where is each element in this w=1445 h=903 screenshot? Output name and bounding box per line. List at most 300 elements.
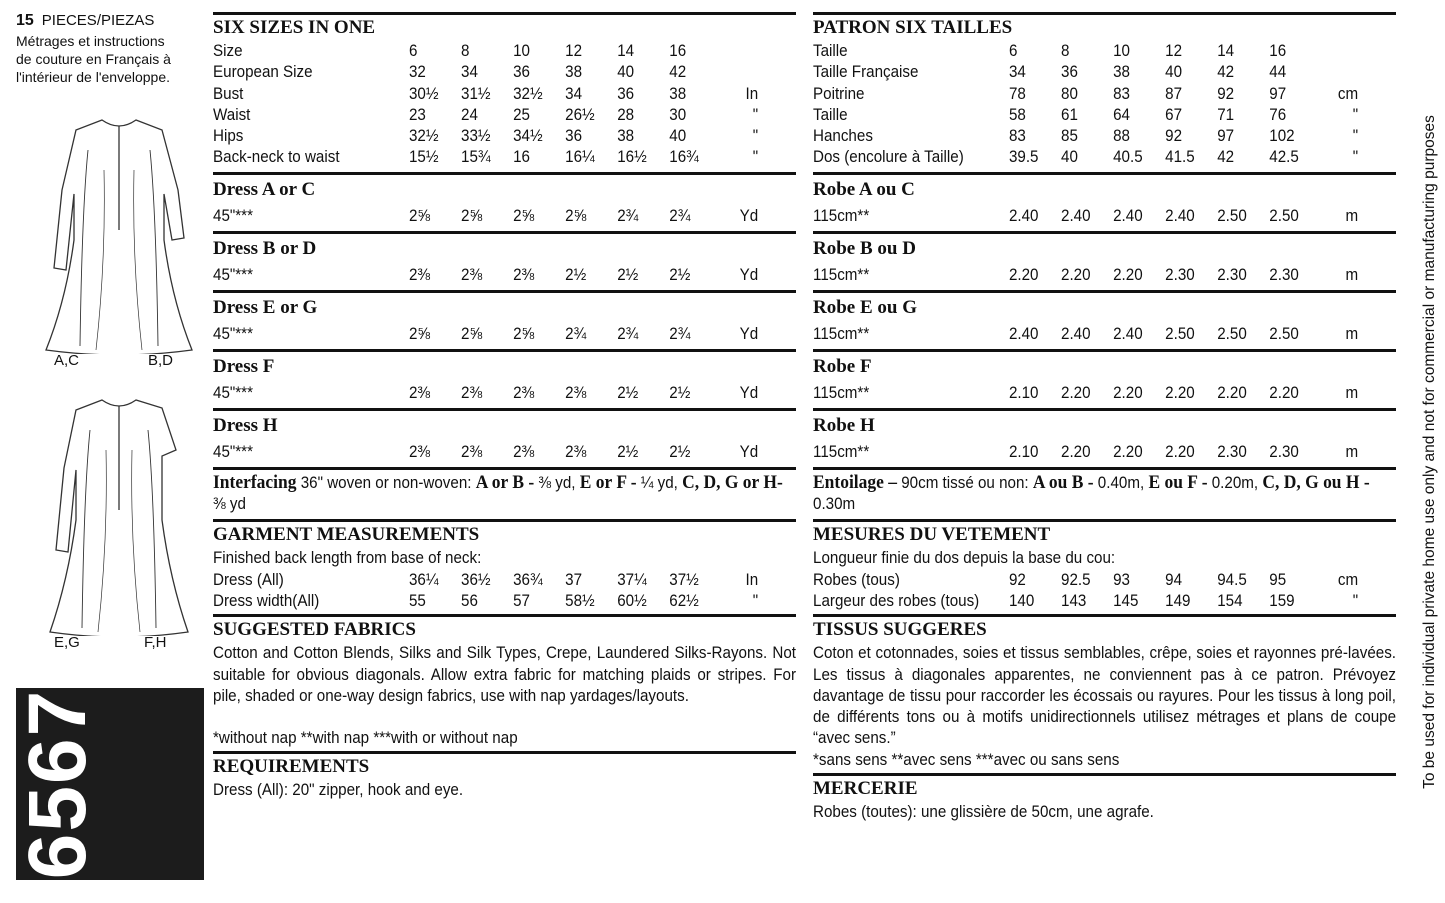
fabrics-heading: TISSUS SUGGERES bbox=[813, 619, 987, 641]
text: 0.40m, bbox=[1093, 473, 1149, 492]
row-label: Poitrine bbox=[813, 84, 865, 103]
unit bbox=[721, 41, 758, 62]
unit: m bbox=[1345, 324, 1359, 343]
size-value: 40 bbox=[1165, 63, 1183, 82]
size-value: 149 bbox=[1165, 591, 1191, 610]
requirements-heading: REQUIREMENTS bbox=[213, 756, 370, 778]
yardage-value: 2½ bbox=[669, 442, 691, 461]
yardage-row bbox=[813, 321, 1396, 349]
view-group: A ou B - bbox=[1032, 471, 1094, 493]
unit: Yd bbox=[739, 442, 759, 461]
unit: " bbox=[752, 148, 759, 167]
yardage-value: 2⅝ bbox=[461, 324, 483, 343]
size-value: 30 bbox=[669, 105, 687, 124]
yardage-value: 2.40 bbox=[1113, 206, 1143, 225]
size-value: 37¼ bbox=[617, 570, 647, 589]
nap-note: *sans sens **avec sens ***avec ou sans sens bbox=[813, 750, 1120, 769]
pattern-number: 6567 bbox=[12, 688, 103, 880]
size-value: 34 bbox=[461, 63, 478, 82]
size-value: 80 bbox=[1061, 84, 1078, 103]
yardage-value: 2.20 bbox=[1165, 442, 1195, 461]
size-value: 36 bbox=[565, 127, 583, 146]
interfacing-label: Interfacing bbox=[213, 471, 297, 493]
yardage-row bbox=[813, 439, 1396, 467]
row-label: Dress width(All) bbox=[213, 591, 320, 610]
yardage-value: 2.40 bbox=[1061, 324, 1091, 343]
yardage-value: 2.20 bbox=[1113, 383, 1143, 402]
yardage-value: 2.20 bbox=[1113, 442, 1143, 461]
size-value: 8 bbox=[461, 42, 470, 60]
divider bbox=[813, 172, 1396, 175]
yardage-value: 2.20 bbox=[1061, 442, 1091, 461]
size-value: 97 bbox=[1269, 84, 1287, 103]
size-value: 92.5 bbox=[1061, 570, 1091, 589]
text: 36" woven or non-woven: bbox=[296, 473, 476, 492]
row-label: Back-neck to waist bbox=[213, 148, 340, 167]
yardage-value: 2⅜ bbox=[408, 442, 431, 461]
french-instructions-note bbox=[16, 32, 206, 86]
note-line: l'intérieur de l'enveloppe. bbox=[16, 69, 170, 85]
yardage-row bbox=[813, 380, 1396, 408]
yardage-row bbox=[213, 380, 796, 408]
fabrics-heading: SUGGESTED FABRICS bbox=[213, 619, 416, 641]
yardage-value: 2.50 bbox=[1269, 324, 1299, 343]
size-value: 37½ bbox=[669, 570, 699, 589]
size-value: 24 bbox=[461, 105, 478, 124]
sidebar bbox=[12, 12, 206, 892]
unit: " bbox=[752, 105, 759, 124]
size-value: 16½ bbox=[617, 148, 647, 167]
yardage-value: 2⅜ bbox=[461, 442, 483, 461]
size-value: 38 bbox=[565, 63, 583, 82]
size-value: 40.5 bbox=[1113, 148, 1143, 167]
piece-count: 15 bbox=[16, 12, 34, 29]
fabric-width: 45"*** bbox=[213, 265, 254, 284]
unit: cm bbox=[1337, 570, 1359, 589]
size-value: 32 bbox=[408, 63, 426, 82]
size-value: 32½ bbox=[513, 84, 543, 103]
yardage-value: 2⅝ bbox=[461, 206, 483, 225]
yardage-value: 2¾ bbox=[669, 206, 691, 225]
size-value: 94 bbox=[1165, 570, 1183, 589]
view-heading: Dress H bbox=[213, 414, 278, 436]
requirements-text: Robes (toutes): une glissière de 50cm, une agrafe. bbox=[813, 803, 1154, 822]
yardage-value: 2⅜ bbox=[461, 265, 483, 284]
unit: m bbox=[1345, 442, 1359, 461]
size-value: 6 bbox=[408, 42, 418, 60]
table-row bbox=[213, 147, 796, 168]
yardage-value: 2⅝ bbox=[513, 206, 535, 225]
size-value: 67 bbox=[1165, 105, 1183, 124]
view-heading: Robe A ou C bbox=[813, 178, 915, 200]
unit: " bbox=[752, 591, 759, 610]
garment-intro: Longueur finie du dos depuis la base du cou: bbox=[813, 549, 1116, 568]
yardage-sections bbox=[213, 172, 796, 467]
size-value: 36 bbox=[1061, 63, 1078, 82]
divider bbox=[213, 349, 796, 352]
requirements-heading: MERCERIE bbox=[813, 778, 918, 800]
size-value: 145 bbox=[1113, 591, 1139, 610]
text: 90cm tissé ou non: bbox=[897, 473, 1033, 492]
size-value: 143 bbox=[1061, 591, 1087, 610]
garment-heading: GARMENT MEASUREMENTS bbox=[213, 524, 480, 546]
size-value: 41.5 bbox=[1165, 148, 1195, 167]
size-value: 76 bbox=[1269, 105, 1287, 124]
size-value: 25 bbox=[513, 105, 530, 124]
yardage-value: 2.20 bbox=[1113, 265, 1143, 284]
table-row bbox=[813, 147, 1396, 168]
size-value: 42 bbox=[1217, 148, 1235, 167]
interfacing-label: Entoilage – bbox=[813, 471, 898, 493]
size-value: 92 bbox=[1217, 84, 1235, 103]
sizes-heading: PATRON SIX TAILLES bbox=[813, 17, 1013, 38]
size-value: 140 bbox=[1008, 591, 1035, 610]
view-group: C, D, G ou H - bbox=[1262, 471, 1370, 493]
yardage-value: 2⅜ bbox=[408, 383, 431, 402]
row-label: Dress (All) bbox=[213, 570, 284, 589]
size-value: 60½ bbox=[617, 591, 647, 610]
yardage-value: 2¾ bbox=[617, 206, 639, 225]
fabric-width: 115cm** bbox=[813, 383, 870, 402]
divider bbox=[813, 349, 1396, 352]
table-row bbox=[813, 105, 1396, 126]
table-row bbox=[213, 84, 796, 105]
yardage-value: 2⅜ bbox=[408, 265, 431, 284]
yardage-value: 2⅜ bbox=[565, 383, 587, 402]
french-column bbox=[813, 12, 1396, 823]
yardage-row bbox=[213, 439, 796, 467]
dress-sketch-bottom bbox=[44, 390, 194, 636]
size-value: 31½ bbox=[461, 84, 491, 103]
size-value: 87 bbox=[1165, 84, 1183, 103]
size-value: 38 bbox=[617, 127, 635, 146]
yardage-value: 2.10 bbox=[1008, 442, 1039, 461]
unit: " bbox=[1352, 127, 1359, 146]
size-value: 8 bbox=[1061, 42, 1070, 60]
view-label-ac: A,C bbox=[54, 352, 80, 369]
fabric-width: 115cm** bbox=[813, 442, 870, 461]
size-value: 83 bbox=[1008, 127, 1026, 146]
unit: " bbox=[1352, 591, 1359, 610]
yardage-value: 2⅜ bbox=[565, 442, 587, 461]
yardage-value: 2.50 bbox=[1165, 324, 1195, 343]
size-value: 34 bbox=[1008, 63, 1026, 82]
size-value: 36 bbox=[513, 63, 530, 82]
divider bbox=[813, 408, 1396, 411]
fabric-width: 45"*** bbox=[213, 383, 254, 402]
yardage-value: 2.20 bbox=[1269, 383, 1299, 402]
size-value: 97 bbox=[1217, 127, 1235, 146]
size-value: 36¾ bbox=[513, 570, 543, 589]
size-value: 16 bbox=[1269, 42, 1287, 60]
size-value: 16 bbox=[513, 148, 530, 167]
table-row bbox=[813, 126, 1396, 147]
unit: Yd bbox=[739, 383, 759, 402]
unit: " bbox=[752, 127, 759, 146]
fabric-width: 115cm** bbox=[813, 324, 870, 343]
text: 0.20m, bbox=[1207, 473, 1263, 492]
view-group: E or F - bbox=[579, 471, 637, 493]
unit: m bbox=[1345, 265, 1359, 284]
yardage-value: 2¾ bbox=[617, 324, 639, 343]
table-row bbox=[813, 591, 1396, 612]
table-row bbox=[213, 570, 796, 591]
view-heading: Robe H bbox=[813, 414, 875, 436]
yardage-value: 2.40 bbox=[1165, 206, 1195, 225]
view-heading: Dress A or C bbox=[213, 178, 316, 200]
size-value: 15¾ bbox=[461, 148, 491, 167]
size-value: 42 bbox=[669, 63, 687, 82]
view-label-eg: E,G bbox=[54, 634, 80, 651]
pieces-label: PIECES/PIEZAS bbox=[41, 12, 155, 29]
yardage-value: 2⅝ bbox=[565, 206, 587, 225]
view-group: C, D, G or H- bbox=[682, 471, 783, 493]
view-label-fh: F,H bbox=[144, 634, 167, 651]
row-label: Hanches bbox=[813, 127, 873, 146]
fabrics-text: Coton et cotonnades, soies et tissus semblables, crêpe, soies et rayonnes pré-lavées. Les tissus à diagonales apparentes, ne conviennent pas à ce patron. Prévoyez davantage de tissu pour raccorder les écossais ou rayures. Pour les tissus à long poil, de différents tons ou à motifs unidirectionnels utilisez métrages et plans de coupe “avec sens.” bbox=[813, 644, 1397, 748]
pattern-number-box bbox=[12, 688, 204, 880]
interfacing-text bbox=[813, 470, 1396, 516]
row-label: Taille bbox=[813, 105, 848, 124]
text: 0.30m bbox=[813, 495, 856, 514]
yardage-row bbox=[213, 321, 796, 349]
size-value: 55 bbox=[408, 591, 426, 610]
size-value: 23 bbox=[408, 105, 426, 124]
size-value: 58 bbox=[1008, 105, 1026, 124]
size-table bbox=[813, 41, 1396, 169]
table-row bbox=[213, 591, 796, 612]
size-value: 32½ bbox=[408, 127, 439, 146]
yardage-value: 2.40 bbox=[1113, 324, 1143, 343]
yardage-value: 2⅝ bbox=[408, 324, 431, 343]
size-value: 94.5 bbox=[1217, 570, 1247, 589]
yardage-value: 2.30 bbox=[1217, 442, 1247, 461]
divider bbox=[813, 231, 1396, 234]
unit: m bbox=[1345, 383, 1359, 402]
size-value: 64 bbox=[1113, 105, 1130, 124]
size-value: 34½ bbox=[513, 127, 543, 146]
yardage-value: 2.40 bbox=[1061, 206, 1091, 225]
size-value: 36¼ bbox=[408, 570, 439, 589]
nap-note: *without nap **with nap ***with or without nap bbox=[213, 729, 518, 748]
table-row bbox=[213, 62, 796, 83]
unit: In bbox=[745, 570, 759, 589]
yardage-value: 2½ bbox=[565, 265, 587, 284]
yardage-value: 2⅜ bbox=[513, 442, 535, 461]
size-table bbox=[213, 41, 796, 169]
fabric-width: 115cm** bbox=[813, 265, 870, 284]
size-value: 36 bbox=[617, 84, 635, 103]
size-value: 6 bbox=[1008, 42, 1018, 60]
size-value: 92 bbox=[1008, 570, 1026, 589]
view-group: E ou F - bbox=[1148, 471, 1208, 493]
size-value: 10 bbox=[513, 42, 530, 60]
view-heading: Robe E ou G bbox=[813, 296, 917, 318]
row-label: Robes (tous) bbox=[813, 570, 900, 589]
garment-heading: MESURES DU VETEMENT bbox=[813, 524, 1051, 546]
yardage-row bbox=[213, 262, 796, 290]
size-value: 39.5 bbox=[1008, 148, 1039, 167]
size-value: 159 bbox=[1269, 591, 1295, 610]
table-row bbox=[213, 126, 796, 147]
size-value: 154 bbox=[1217, 591, 1243, 610]
table-row bbox=[213, 41, 796, 62]
row-label: Hips bbox=[213, 127, 244, 146]
size-value: 34 bbox=[565, 84, 583, 103]
unit: cm bbox=[1337, 84, 1359, 103]
size-value: 37 bbox=[565, 570, 583, 589]
table-row bbox=[213, 105, 796, 126]
size-value: 92 bbox=[1165, 127, 1183, 146]
view-group: A or B - bbox=[475, 471, 535, 493]
unit: m bbox=[1345, 206, 1359, 225]
row-label: Size bbox=[213, 42, 243, 60]
size-value: 14 bbox=[1217, 42, 1235, 60]
size-value: 95 bbox=[1269, 570, 1287, 589]
yardage-value: 2½ bbox=[617, 442, 639, 461]
yardage-value: 2.50 bbox=[1217, 324, 1247, 343]
interfacing-text bbox=[213, 470, 796, 516]
yardage-value: 2.20 bbox=[1217, 383, 1247, 402]
garment-intro: Finished back length from base of neck: bbox=[213, 549, 482, 568]
size-value: 14 bbox=[617, 42, 635, 60]
yardage-value: 2.10 bbox=[1008, 383, 1039, 402]
size-value: 40 bbox=[1061, 148, 1078, 167]
size-value: 61 bbox=[1061, 105, 1078, 124]
size-value: 42.5 bbox=[1269, 148, 1299, 167]
size-value: 30½ bbox=[408, 84, 439, 103]
yardage-value: 2.30 bbox=[1217, 265, 1247, 284]
size-value: 57 bbox=[513, 591, 530, 610]
yardage-value: 2⅜ bbox=[461, 383, 483, 402]
unit bbox=[1321, 41, 1358, 62]
yardage-row bbox=[213, 203, 796, 231]
size-value: 88 bbox=[1113, 127, 1130, 146]
divider bbox=[213, 172, 796, 175]
yardage-value: 2⅜ bbox=[513, 265, 535, 284]
fabrics-text: Cotton and Cotton Blends, Silks and Silk Types, Crepe, Laundered Silks-Rayons. Not suitable for obvious diagonals. Allow extra fabric for matching plaids or stripes. For pile, shaded or one-way design fabrics, use with nap yardages/layouts. bbox=[213, 644, 797, 705]
size-value: 15½ bbox=[408, 148, 439, 167]
size-value: 44 bbox=[1269, 63, 1287, 82]
note-line: Métrages et instructions bbox=[16, 33, 165, 49]
view-heading: Dress F bbox=[213, 355, 275, 377]
size-value: 42 bbox=[1217, 63, 1235, 82]
yardage-value: 2.50 bbox=[1217, 206, 1247, 225]
yardage-value: 2⅝ bbox=[408, 206, 431, 225]
yardage-value: 2½ bbox=[669, 265, 691, 284]
divider bbox=[213, 231, 796, 234]
text: ⅜ yd bbox=[213, 495, 246, 514]
table-row bbox=[813, 62, 1396, 83]
text: ⅜ yd, bbox=[534, 473, 580, 492]
yardage-value: 2½ bbox=[617, 265, 639, 284]
unit bbox=[1321, 62, 1358, 83]
unit: Yd bbox=[739, 265, 759, 284]
sizes-heading: SIX SIZES IN ONE bbox=[213, 17, 376, 38]
size-value: 12 bbox=[1165, 42, 1183, 60]
size-value: 40 bbox=[669, 127, 687, 146]
note-line: de couture en Français à bbox=[16, 51, 171, 67]
size-value: 16 bbox=[669, 42, 687, 60]
row-label: Bust bbox=[213, 84, 244, 103]
size-value: 38 bbox=[669, 84, 687, 103]
size-value: 56 bbox=[461, 591, 478, 610]
yardage-value: 2.30 bbox=[1269, 442, 1299, 461]
yardage-value: 2⅜ bbox=[513, 383, 535, 402]
row-label: Taille bbox=[813, 42, 848, 60]
garment-table bbox=[813, 570, 1396, 613]
size-value: 28 bbox=[617, 105, 635, 124]
yardage-value: 2.20 bbox=[1061, 265, 1091, 284]
size-value: 16¼ bbox=[565, 148, 595, 167]
fabric-width: 45"*** bbox=[213, 324, 254, 343]
unit: In bbox=[745, 84, 759, 103]
size-value: 26½ bbox=[565, 105, 595, 124]
yardage-value: 2.20 bbox=[1008, 265, 1039, 284]
size-value: 12 bbox=[565, 42, 583, 60]
yardage-row bbox=[813, 203, 1396, 231]
table-row bbox=[813, 84, 1396, 105]
unit: " bbox=[1352, 105, 1359, 124]
unit: Yd bbox=[739, 206, 759, 225]
divider bbox=[213, 408, 796, 411]
table-row bbox=[813, 570, 1396, 591]
pieces-line bbox=[16, 12, 206, 30]
garment-table bbox=[213, 570, 796, 613]
size-value: 40 bbox=[617, 63, 635, 82]
size-value: 102 bbox=[1269, 127, 1295, 146]
size-value: 62½ bbox=[669, 591, 699, 610]
view-heading: Robe B ou D bbox=[813, 237, 916, 259]
size-value: 38 bbox=[1113, 63, 1130, 82]
row-label: Taille Française bbox=[813, 63, 919, 82]
yardage-value: 2.30 bbox=[1165, 265, 1195, 284]
unit: " bbox=[1352, 148, 1359, 167]
size-value: 83 bbox=[1113, 84, 1130, 103]
size-value: 58½ bbox=[565, 591, 595, 610]
size-value: 85 bbox=[1061, 127, 1078, 146]
yardage-sections bbox=[813, 172, 1396, 467]
fabric-width: 45"*** bbox=[213, 206, 254, 225]
yardage-value: 2.30 bbox=[1269, 265, 1299, 284]
unit: Yd bbox=[739, 324, 759, 343]
divider bbox=[813, 290, 1396, 293]
view-heading: Dress B or D bbox=[213, 237, 317, 259]
usage-restriction-note: To be used for individual private home use only and not for commercial or manufacturing purposes bbox=[1421, 115, 1438, 789]
size-value: 36½ bbox=[461, 570, 491, 589]
text: ¼ yd, bbox=[636, 473, 683, 492]
yardage-value: 2.20 bbox=[1061, 383, 1091, 402]
dress-sketch-top bbox=[44, 110, 194, 354]
size-value: 10 bbox=[1113, 42, 1130, 60]
yardage-value: 2.40 bbox=[1008, 324, 1039, 343]
requirements-text: Dress (All): 20" zipper, hook and eye. bbox=[213, 781, 464, 800]
yardage-value: 2.50 bbox=[1269, 206, 1299, 225]
size-value: 78 bbox=[1008, 84, 1026, 103]
yardage-value: 2.40 bbox=[1008, 206, 1039, 225]
size-value: 93 bbox=[1113, 570, 1130, 589]
yardage-value: 2.20 bbox=[1165, 383, 1195, 402]
english-column bbox=[213, 12, 796, 802]
unit bbox=[721, 62, 758, 83]
row-label: Largeur des robes (tous) bbox=[813, 591, 980, 610]
yardage-value: 2½ bbox=[669, 383, 691, 402]
yardage-value: 2¾ bbox=[669, 324, 691, 343]
size-value: 71 bbox=[1217, 105, 1235, 124]
row-label: Dos (encolure à Taille) bbox=[813, 148, 964, 167]
yardage-row bbox=[813, 262, 1396, 290]
divider bbox=[213, 290, 796, 293]
